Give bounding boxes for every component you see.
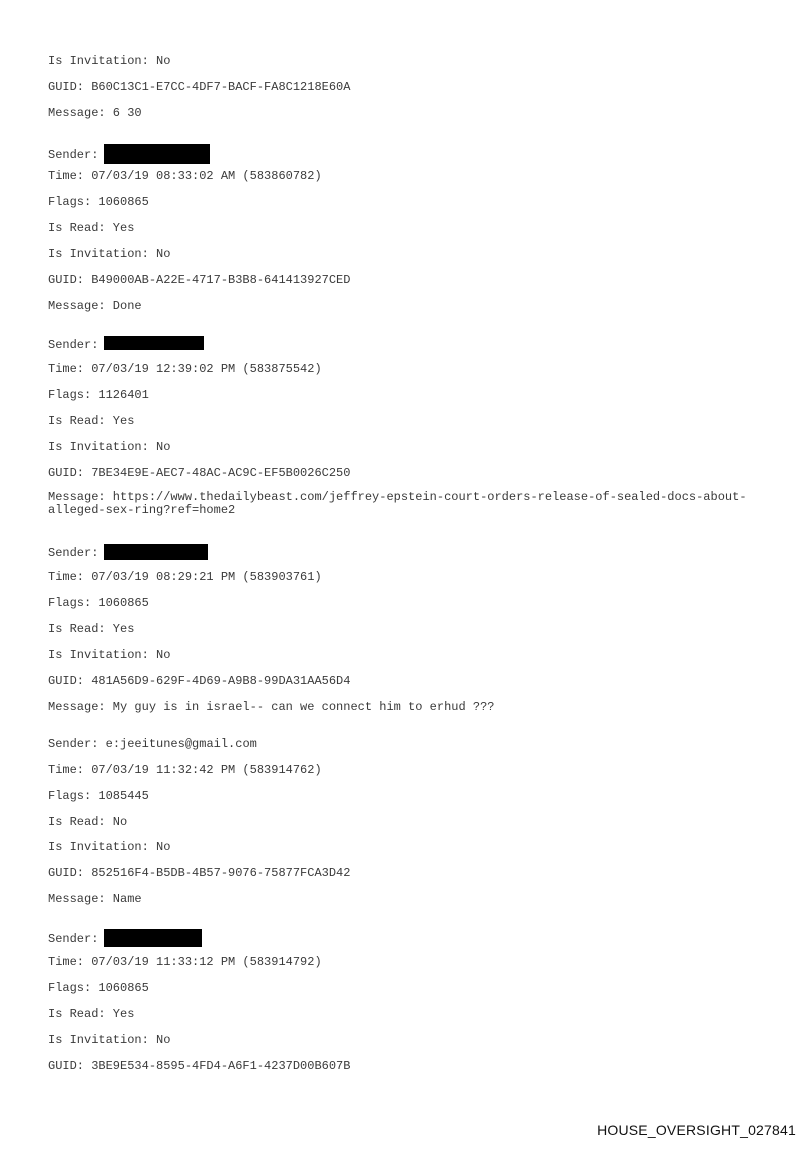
guid-line: GUID: B60C13C1-E7CC-4DF7-BACF-FA8C1218E60A (48, 80, 351, 94)
redaction-box (104, 544, 208, 560)
time-line: Time: 07/03/19 08:33:02 AM (583860782) (48, 169, 322, 183)
sender-email: e:jeeitunes@gmail.com (105, 737, 257, 751)
sender-line (48, 929, 202, 947)
flags-line: Flags: 1085445 (48, 789, 149, 803)
sender-label: Sender: (48, 932, 99, 946)
message-line: Message: https://www.thedailybeast.com/jeffrey-epstein-court-orders-release-of-sealed-docs-about-alleged-sex-ring?ref=home2 (48, 490, 747, 517)
is-invitation-line: Is Invitation: No (48, 247, 171, 261)
message-line: Message: Name (48, 892, 142, 906)
guid-line: GUID: 7BE34E9E-AEC7-48AC-AC9C-EF5B0026C250 (48, 466, 351, 480)
guid-line: GUID: 852516F4-B5DB-4B57-9076-75877FCA3D42 (48, 866, 351, 880)
sender-label: Sender: (48, 338, 99, 352)
sender-label: Sender: (48, 737, 99, 751)
is-invitation-line: Is Invitation: No (48, 648, 171, 662)
guid-line: GUID: B49000AB-A22E-4717-B3B8-641413927CED (48, 273, 351, 287)
time-line: Time: 07/03/19 11:32:42 PM (583914762) (48, 763, 322, 777)
flags-line: Flags: 1060865 (48, 981, 149, 995)
sender-line (48, 336, 204, 352)
flags-line: Flags: 1060865 (48, 596, 149, 610)
is-read-line: Is Read: Yes (48, 622, 135, 636)
sender-line (48, 144, 210, 164)
guid-line: GUID: 3BE9E534-8595-4FD4-A6F1-4237D00B607B (48, 1059, 351, 1073)
sender-label: Sender: (48, 148, 99, 162)
is-read-line: Is Read: Yes (48, 1007, 135, 1021)
is-invitation-line: Is Invitation: No (48, 54, 171, 68)
sender-label: Sender: (48, 546, 99, 560)
sender-line (48, 737, 257, 751)
time-line: Time: 07/03/19 08:29:21 PM (583903761) (48, 570, 322, 584)
is-read-line: Is Read: No (48, 815, 128, 829)
flags-line: Flags: 1060865 (48, 195, 149, 209)
message-line: Message: My guy is in israel-- can we connect him to erhud ??? (48, 700, 495, 714)
message-line: Message: 6 30 (48, 106, 142, 120)
redaction-box (104, 144, 210, 164)
time-line: Time: 07/03/19 12:39:02 PM (583875542) (48, 362, 322, 376)
flags-line: Flags: 1126401 (48, 388, 149, 402)
is-invitation-line: Is Invitation: No (48, 1033, 171, 1047)
is-read-line: Is Read: Yes (48, 221, 135, 235)
bates-number: HOUSE_OVERSIGHT_027841 (597, 1122, 796, 1138)
message-line: Message: Done (48, 299, 142, 313)
time-line: Time: 07/03/19 11:33:12 PM (583914792) (48, 955, 322, 969)
sender-line (48, 544, 208, 560)
redaction-box (104, 929, 202, 947)
is-invitation-line: Is Invitation: No (48, 440, 171, 454)
is-invitation-line: Is Invitation: No (48, 840, 171, 854)
redaction-box (104, 336, 204, 350)
guid-line: GUID: 481A56D9-629F-4D69-A9B8-99DA31AA56D4 (48, 674, 351, 688)
is-read-line: Is Read: Yes (48, 414, 135, 428)
